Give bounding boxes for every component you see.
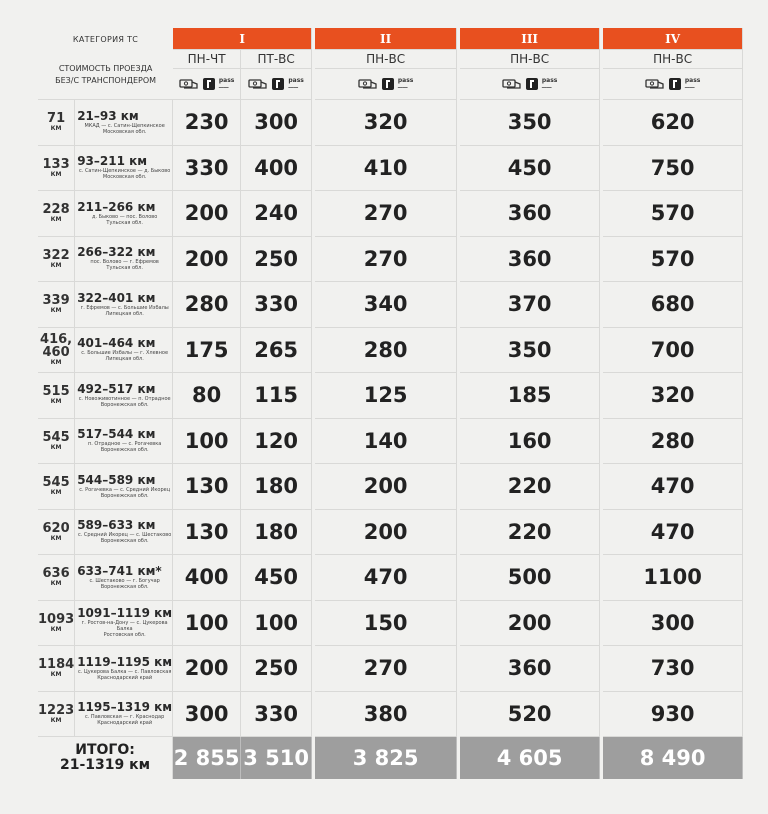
table-row xyxy=(38,373,743,419)
segment-cell xyxy=(75,510,173,556)
price-cat3: 200 xyxy=(460,601,600,647)
table-row xyxy=(38,692,743,738)
km-value: 636 xyxy=(42,566,70,582)
km-value: 1093 xyxy=(38,611,75,627)
table-row xyxy=(38,191,743,237)
table-row xyxy=(38,237,743,283)
distance-km xyxy=(38,646,75,692)
km-unit: КМ xyxy=(50,261,62,269)
price-cat3: 220 xyxy=(460,464,600,510)
km-value: 339 xyxy=(42,293,70,309)
segment-cell xyxy=(75,646,173,692)
km-value: 545 xyxy=(42,475,70,491)
segment-range: 93–211 км xyxy=(77,154,148,169)
segment-cell xyxy=(75,100,173,146)
distance-km xyxy=(38,146,75,192)
price-cat1-mon-thu: 400 xyxy=(173,555,241,601)
km-value: 515 xyxy=(42,384,70,400)
segment-range: 492–517 км xyxy=(77,381,156,396)
payment-icons xyxy=(179,77,235,91)
segment-route: с. Цукерова Балка — с. Павловская xyxy=(77,668,172,675)
distance-km xyxy=(38,191,75,237)
segment-route: с. Рогачевка — с. Средний Икорец xyxy=(79,486,171,493)
price-cat1-mon-thu: 80 xyxy=(173,373,241,419)
distance-km xyxy=(38,328,75,374)
segment-region: Краснодарский край xyxy=(97,720,153,727)
segment-route: МКАД — с. Сатин-Щепкинское xyxy=(84,122,165,129)
price-cat2: 270 xyxy=(315,237,457,283)
price-cat1-mon-thu: 130 xyxy=(173,464,241,510)
segment-cell xyxy=(75,692,173,738)
km-unit: КМ xyxy=(50,489,62,497)
transponder-tag-icon xyxy=(271,77,285,91)
price-cat4: 750 xyxy=(603,146,743,192)
table-row xyxy=(38,282,743,328)
km-unit: КМ xyxy=(50,716,62,724)
segment-range: 401–464 км xyxy=(77,336,156,351)
segment-cell xyxy=(75,555,173,601)
price-cat1-fri-sun: 265 xyxy=(241,328,312,374)
price-cat3: 350 xyxy=(460,100,600,146)
segment-route: д. Быково — пос. Волово xyxy=(92,213,158,220)
price-cat2: 380 xyxy=(315,692,457,738)
category-header-3: III xyxy=(460,28,600,50)
segment-range: 1119–1195 км xyxy=(77,654,173,669)
segment-region: Ростовская обл. xyxy=(103,632,146,639)
segment-cell xyxy=(75,237,173,283)
km-unit: КМ xyxy=(50,534,62,542)
pass-logo: pass ━━━━ xyxy=(288,77,304,90)
distance-km xyxy=(38,601,75,647)
price-cat1-mon-thu: 230 xyxy=(173,100,241,146)
price-cat1-mon-thu: 200 xyxy=(173,191,241,237)
total-cat1-mon-thu: 2 855 xyxy=(173,737,241,779)
price-cat1-mon-thu: 330 xyxy=(173,146,241,192)
price-cat1-fri-sun: 450 xyxy=(241,555,312,601)
price-cat1-mon-thu: 200 xyxy=(173,237,241,283)
transponder-tag-icon xyxy=(525,77,539,91)
segment-route: п. Отрадное — с. Рогачевка xyxy=(87,441,162,448)
transponder-tag-icon xyxy=(202,77,216,91)
payment-icons xyxy=(502,77,558,91)
price-cat1-fri-sun: 120 xyxy=(241,419,312,465)
category-label: КАТЕГОРИЯ ТС xyxy=(72,34,139,44)
total-label-line2: 21-1319 км xyxy=(60,757,151,773)
segment-region: Воронежская обл. xyxy=(100,583,149,590)
price-cat2: 320 xyxy=(315,100,457,146)
km-value: 228 xyxy=(42,202,70,218)
price-cat4: 280 xyxy=(603,419,743,465)
km-unit: КМ xyxy=(50,443,62,451)
price-cat2: 200 xyxy=(315,510,457,556)
price-cat3: 520 xyxy=(460,692,600,738)
car-cash-icon xyxy=(502,79,522,90)
price-cat4: 470 xyxy=(603,464,743,510)
price-cat4: 700 xyxy=(603,328,743,374)
segment-route: с. Большие Избалы — г. Хлевное xyxy=(81,350,169,357)
category-header-1: I xyxy=(173,28,312,50)
price-cat4: 470 xyxy=(603,510,743,556)
price-cat3: 360 xyxy=(460,237,600,283)
distance-km xyxy=(38,282,75,328)
km-value: 416, 460 xyxy=(40,332,73,361)
segment-region: Воронежская обл. xyxy=(100,492,149,499)
price-cat2: 270 xyxy=(315,191,457,237)
table-row xyxy=(38,555,743,601)
table-row xyxy=(38,328,743,374)
total-cat2: 3 825 xyxy=(315,737,457,779)
segment-cell xyxy=(75,328,173,374)
cost-label xyxy=(38,50,173,100)
segment-range: 633–741 км* xyxy=(77,563,162,578)
day-label-cat3: ПН-ВС xyxy=(460,50,600,69)
table-row xyxy=(38,100,743,146)
price-cat1-fri-sun: 240 xyxy=(241,191,312,237)
segment-region: Московская обл. xyxy=(102,128,147,135)
segment-route: с. Сатин-Щепкинское — д. Быково xyxy=(79,168,171,175)
segment-range: 211–266 км xyxy=(77,199,156,214)
km-value: 133 xyxy=(42,156,70,172)
transponder-tag-icon xyxy=(668,77,682,91)
car-cash-icon xyxy=(179,79,199,90)
distance-km xyxy=(38,464,75,510)
distance-km xyxy=(38,100,75,146)
total-cat3: 4 605 xyxy=(460,737,600,779)
price-cat3: 500 xyxy=(460,555,600,601)
total-row xyxy=(38,737,743,779)
distance-km xyxy=(38,555,75,601)
km-unit: КМ xyxy=(50,580,62,588)
total-label xyxy=(38,737,173,779)
price-cat4: 1100 xyxy=(603,555,743,601)
total-cat1-fri-sun: 3 510 xyxy=(241,737,312,779)
price-cat4: 300 xyxy=(603,601,743,647)
km-unit: КМ xyxy=(50,671,62,679)
price-cat2: 470 xyxy=(315,555,457,601)
distance-km xyxy=(38,237,75,283)
price-cat1-mon-thu: 200 xyxy=(173,646,241,692)
km-unit: КМ xyxy=(50,359,62,367)
km-value: 1184 xyxy=(38,657,75,673)
price-cat2: 125 xyxy=(315,373,457,419)
segment-route: с. Новоживотинное — п. Отрадное xyxy=(78,395,171,402)
price-cat4: 730 xyxy=(603,646,743,692)
day-label-cat4: ПН-ВС xyxy=(603,50,743,69)
km-unit: КМ xyxy=(50,307,62,315)
km-value: 1223 xyxy=(38,702,75,718)
cost-label-line1: СТОИМОСТЬ ПРОЕЗДА xyxy=(58,63,153,73)
table-row xyxy=(38,510,743,556)
price-cat4: 570 xyxy=(603,191,743,237)
segment-cell xyxy=(75,601,173,647)
segment-region: Московская обл. xyxy=(102,174,147,181)
segment-route: пос. Волово — г. Ефремов xyxy=(90,259,159,266)
price-cat2: 140 xyxy=(315,419,457,465)
car-cash-icon xyxy=(248,79,268,90)
price-cat4: 320 xyxy=(603,373,743,419)
price-cat3: 360 xyxy=(460,191,600,237)
price-cat4: 680 xyxy=(603,282,743,328)
price-cat1-fri-sun: 250 xyxy=(241,237,312,283)
segment-cell xyxy=(75,464,173,510)
km-unit: КМ xyxy=(50,216,62,224)
table-row xyxy=(38,464,743,510)
segment-route: г. Ростов-на-Дону — с. Цукерова Балка xyxy=(81,620,168,633)
price-cat1-fri-sun: 115 xyxy=(241,373,312,419)
payment-icons xyxy=(645,77,701,91)
segment-cell xyxy=(75,191,173,237)
day-label-mon-thu: ПН-ЧТ xyxy=(173,50,241,69)
segment-range: 322–401 км xyxy=(77,290,156,305)
segment-route: г. Ефремов — с. Большие Избалы xyxy=(80,304,169,311)
pass-logo: pass ━━━━ xyxy=(397,77,414,90)
price-cat1-fri-sun: 250 xyxy=(241,646,312,692)
price-cat1-fri-sun: 300 xyxy=(241,100,312,146)
segment-region: Воронежская обл. xyxy=(100,447,149,454)
segment-range: 517–544 км xyxy=(77,427,156,442)
distance-km xyxy=(38,510,75,556)
price-cat4: 930 xyxy=(603,692,743,738)
price-cat2: 270 xyxy=(315,646,457,692)
price-cat1-mon-thu: 280 xyxy=(173,282,241,328)
km-value: 71 xyxy=(47,111,66,127)
km-unit: КМ xyxy=(50,398,62,406)
toll-price-table xyxy=(38,28,743,779)
pass-logo: pass ━━━━ xyxy=(541,77,558,90)
price-cat3: 360 xyxy=(460,646,600,692)
category-header-4: IV xyxy=(603,28,743,50)
segment-region: Тульская обл. xyxy=(106,265,143,272)
day-label-fri-sun: ПТ-ВС xyxy=(241,50,312,69)
segment-region: Воронежская обл. xyxy=(100,401,149,408)
price-cat2: 150 xyxy=(315,601,457,647)
price-cat2: 280 xyxy=(315,328,457,374)
price-cat1-mon-thu: 175 xyxy=(173,328,241,374)
segment-range: 589–633 км xyxy=(77,518,156,533)
segment-region: Тульская обл. xyxy=(106,219,143,226)
payment-icons xyxy=(248,77,304,91)
price-cat1-fri-sun: 100 xyxy=(241,601,312,647)
payment-icons xyxy=(358,77,414,91)
category-header-2: II xyxy=(315,28,457,50)
distance-km xyxy=(38,692,75,738)
km-unit: КМ xyxy=(50,625,62,633)
segment-range: 544–589 км xyxy=(77,472,156,487)
segment-range: 1195–1319 км xyxy=(77,700,173,715)
table-row xyxy=(38,146,743,192)
segment-cell xyxy=(75,146,173,192)
segment-cell xyxy=(75,373,173,419)
price-cat1-fri-sun: 180 xyxy=(241,510,312,556)
total-label-line1: ИТОГО: xyxy=(75,742,135,758)
segment-route: с. Средний Икорец — с. Шестаково xyxy=(78,532,172,539)
km-unit: КМ xyxy=(50,125,62,133)
pass-logo: pass ━━━━ xyxy=(218,77,235,90)
pass-logo: pass ━━━━ xyxy=(684,77,701,90)
price-cat3: 220 xyxy=(460,510,600,556)
price-cat4: 570 xyxy=(603,237,743,283)
distance-km xyxy=(38,419,75,465)
segment-cell xyxy=(75,282,173,328)
total-cat4: 8 490 xyxy=(603,737,743,779)
price-cat1-mon-thu: 300 xyxy=(173,692,241,738)
car-cash-icon xyxy=(645,79,665,90)
price-cat1-fri-sun: 330 xyxy=(241,692,312,738)
price-cat3: 450 xyxy=(460,146,600,192)
price-cat3: 350 xyxy=(460,328,600,374)
price-cat3: 185 xyxy=(460,373,600,419)
price-cat1-mon-thu: 100 xyxy=(173,419,241,465)
segment-region: Липецкая обл. xyxy=(105,356,144,363)
table-row xyxy=(38,601,743,647)
price-cat3: 370 xyxy=(460,282,600,328)
km-value: 322 xyxy=(42,247,70,263)
segment-range: 21–93 км xyxy=(77,108,139,123)
distance-km xyxy=(38,373,75,419)
segment-route: с. Павловская — г. Краснодар xyxy=(85,714,165,721)
segment-cell xyxy=(75,419,173,465)
price-cat1-fri-sun: 400 xyxy=(241,146,312,192)
price-cat1-fri-sun: 180 xyxy=(241,464,312,510)
car-cash-icon xyxy=(358,79,378,90)
segment-region: Липецкая обл. xyxy=(105,310,144,317)
price-cat1-mon-thu: 100 xyxy=(173,601,241,647)
segment-region: Краснодарский край xyxy=(97,674,153,681)
km-value: 620 xyxy=(42,520,70,536)
price-cat1-mon-thu: 130 xyxy=(173,510,241,556)
price-cat2: 410 xyxy=(315,146,457,192)
table-row xyxy=(38,646,743,692)
transponder-tag-icon xyxy=(381,77,395,91)
price-cat3: 160 xyxy=(460,419,600,465)
price-cat2: 340 xyxy=(315,282,457,328)
segment-range: 266–322 км xyxy=(77,245,156,260)
segment-region: Воронежская обл. xyxy=(100,538,149,545)
cost-label-line2: БЕЗ/С ТРАНСПОНДЕРОМ xyxy=(55,75,157,85)
day-label-cat2: ПН-ВС xyxy=(315,50,457,69)
km-value: 545 xyxy=(42,429,70,445)
km-unit: КМ xyxy=(50,170,62,178)
price-cat2: 200 xyxy=(315,464,457,510)
segment-route: с. Шестаково — г. Богучар xyxy=(89,577,160,584)
segment-range: 1091–1119 км xyxy=(77,606,173,621)
price-cat1-fri-sun: 330 xyxy=(241,282,312,328)
price-cat4: 620 xyxy=(603,100,743,146)
table-row xyxy=(38,419,743,465)
